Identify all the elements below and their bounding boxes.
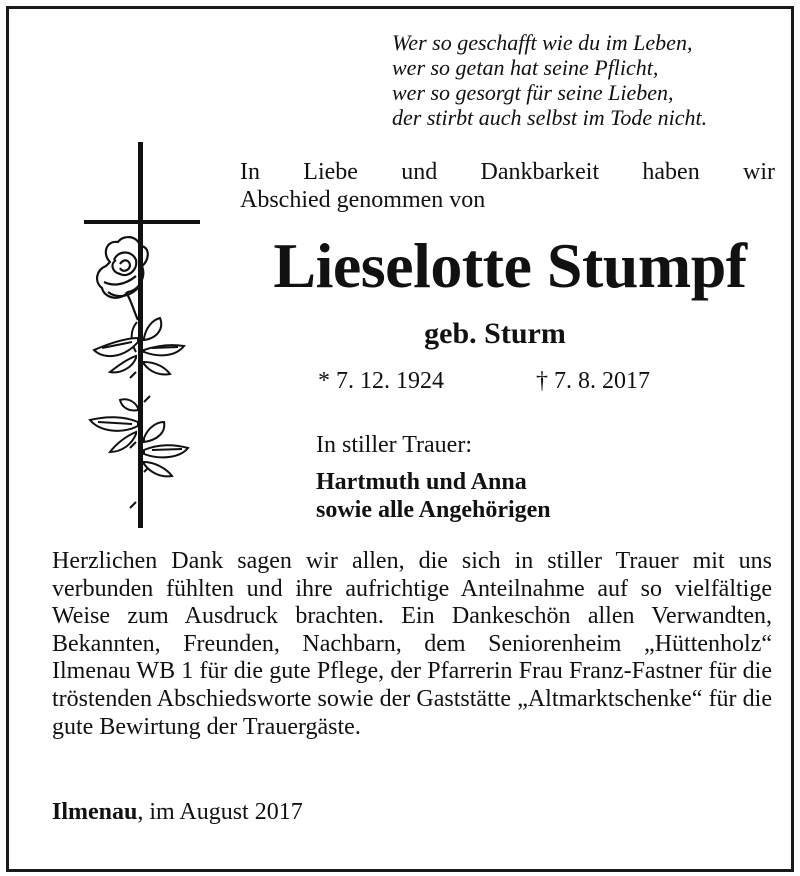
intro-line: Abschied genommen von — [240, 187, 486, 213]
death-date: † 7. 8. 2017 — [536, 368, 650, 394]
poem-line: wer so getan hat seine Pflicht, — [392, 55, 659, 80]
maiden-name: geb. Sturm — [424, 317, 566, 350]
birth-date: * 7. 12. 1924 — [318, 368, 444, 394]
mourners-names — [316, 468, 551, 524]
poem-line: Wer so geschafft wie du im Leben, — [392, 30, 693, 55]
deceased-name: Lieselotte Stumpf — [273, 230, 747, 301]
closing-date: , im August 2017 — [137, 799, 303, 825]
mourners-line: sowie alle Angehörigen — [316, 497, 551, 523]
poem-line: wer so gesorgt für seine Lieben, — [392, 80, 674, 105]
intro-line: In Liebe und Dankbarkeit haben wir — [240, 159, 775, 185]
thanks-paragraph: Herzlichen Dank sagen wir allen, die sich in stiller Trauer mit uns verbunden fühlten und ihre aufrichtige Anteilnahme auf so vielfältige Weise zum Ausdruck brachten. Ein Dankeschön allen Verwandten, Bekannten, Freunden, Nachbarn, dem Seniorenheim „Hüttenholz“ Ilmenau WB 1 für die gute Pflege, der Pfarrerin Frau Franz-Fastner für die tröstenden Abschiedsworte sowie der Gaststätte „Altmarktschenke“ für die gute Bewirtung der Trauergäste. — [52, 548, 772, 740]
poem-line: der stirbt auch selbst im Tode nicht. — [392, 105, 708, 130]
cross-with-rose-icon — [80, 142, 210, 532]
mourners-line: Hartmuth und Anna — [316, 469, 527, 495]
closing-place: Ilmenau — [52, 799, 138, 825]
mourners-heading: In stiller Trauer: — [316, 432, 472, 458]
closing-line — [52, 797, 303, 827]
poem — [392, 30, 772, 130]
intro-text — [240, 158, 775, 214]
